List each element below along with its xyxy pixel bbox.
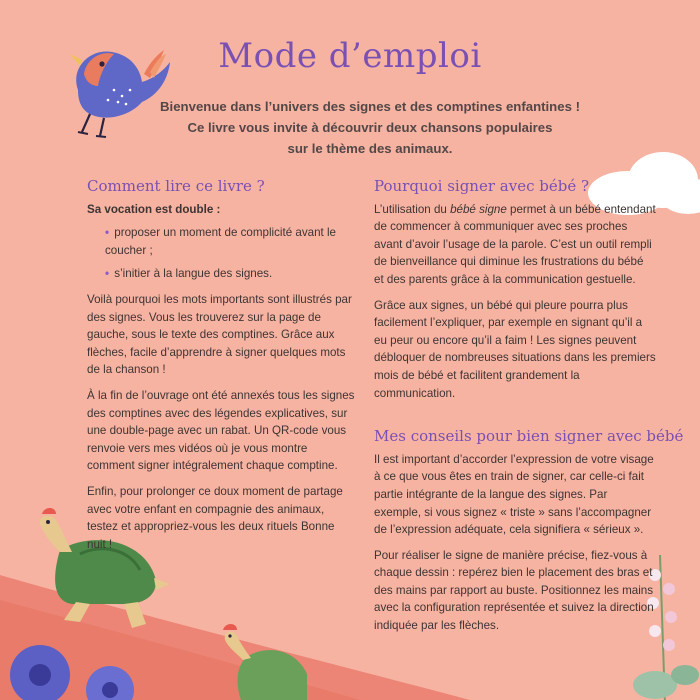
intro-line: Bienvenue dans l’univers des signes et des comptines enfantines ! [160,99,580,114]
paragraph: Voilà pourquoi les mots importants sont illustrés par des signes. Vous les trouverez sur la page de gauche, sous le texte des comptines. Grâce aux flèches, facile d’apprendre à signer quelques mots de la chanson ! [87,292,352,377]
intro-line: sur le thème des animaux. [287,141,453,156]
paragraph: L’utilisation du bébé signe permet à un bébé entendant de commencer à communiquer avec ses proches avant d’avoir l’usage de la parole. C’est un outil rempli de bienveillance qui diminue les frustrations du bébé et des parents grâce à la communication gestuelle. [374,202,656,286]
left-column [87,178,355,561]
paragraph: À la fin de l’ouvrage ont été annexés tous les signes des comptines avec des légendes explicatives, sur une double-page avec un rabat. Un QR-code vous renvoie vers mes vidéos où je vous montre comment signer intégralement chaque comptine. [87,388,355,473]
paragraph: Grâce aux signes, un bébé qui pleure pourra plus facilement l’expliquer, par exemple en signant qu’il a eu peur ou encore qu’il a faim ! Les signes peuvent débloquer de nombreuses situations dans les premiers mois de bébé et facilitent grandement la communication. [374,298,656,400]
paragraph: Enfin, pour prolonger ce doux moment de partage avec votre enfant en compagnie des animaux, testez et appropriez-vous les deux rituels Bonne nuit ! [87,484,343,551]
bullet-dot-icon: • [105,226,110,240]
bullet-item: • s’initier à la langue des signes. [105,267,273,281]
intro-text [120,96,620,159]
bullet-dot-icon: • [105,267,110,281]
intro-line: Ce livre vous invite à découvrir deux chansons populaires [187,120,553,135]
section-heading-how-to-read: Comment lire ce livre ? [87,177,265,195]
page-title: Mode d’emploi [218,36,482,76]
paragraph: Pour réaliser le signe de manière précise, fiez-vous à chaque dessin : repérez bien le placement des bras et des mains par rapport au buste. Positionnez les mains avec la configuration représentée et suivez la direction indiquée par les flèches. [374,548,654,633]
subheading-vocation: Sa vocation est double : [87,202,221,216]
paragraph: Il est important d’accorder l’expression de votre visage à ce que vous êtes en train de signer, car celle-ci fait partie intégrante de la langue des signes. Par exemple, si vous signez « triste » sans l’accompagner de l’expression adéquate, cela signifiera « sérieux ». [374,452,654,537]
bullet-list [87,224,355,283]
section-heading-tips: Mes conseils pour bien signer avec bébé [374,427,684,446]
section-heading-why-sign: Pourquoi signer avec bébé ? [374,177,590,195]
bullet-item: • proposer un moment de complicité avant le coucher ; [105,226,336,257]
right-column [374,177,684,643]
